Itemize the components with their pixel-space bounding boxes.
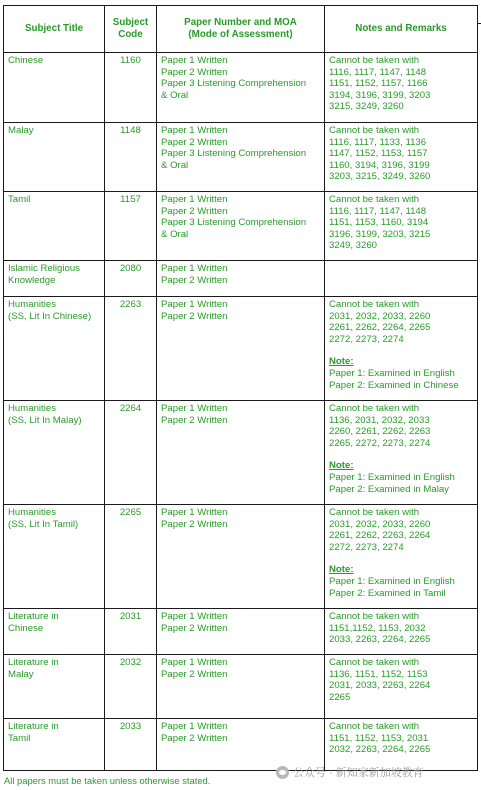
paper-line: Paper 2 Written	[161, 274, 228, 286]
paper-line: Paper 2 Written	[161, 205, 228, 217]
paper-moa-cell	[157, 505, 325, 609]
subject-table	[3, 5, 478, 771]
subject-title-line: Malay	[8, 668, 34, 680]
paper-line: Paper 2 Written	[161, 518, 228, 530]
paper-line: Paper 2 Written	[161, 414, 228, 426]
header-subject-code	[105, 6, 157, 53]
header-code-line: Code	[118, 29, 143, 40]
notes-cell	[325, 53, 478, 123]
notes-line: 2033, 2263, 2264, 2265	[329, 634, 431, 646]
note-heading: Note:	[329, 356, 354, 368]
note-heading: Note:	[329, 460, 354, 472]
notes-line: Cannot be taken with	[329, 55, 420, 66]
notes-cell	[325, 261, 478, 297]
notes-line: 2272, 2273, 2274	[329, 333, 404, 345]
subject-title-cell	[4, 123, 105, 192]
subject-code-cell: 2033	[105, 719, 157, 771]
notes-line: 3196, 3199, 3203, 3215	[329, 228, 431, 240]
notes-line: Cannot be taken with	[329, 657, 420, 668]
notes-line: 1136, 2031, 2032, 2033	[329, 414, 430, 426]
subject-title-line: Literature in	[8, 721, 59, 732]
notes-line: Cannot be taken with	[329, 721, 420, 732]
paper-line: Paper 2 Written	[161, 668, 228, 680]
header-code-line: Subject	[112, 17, 149, 28]
paper-moa-cell	[157, 297, 325, 401]
notes-cell	[325, 609, 478, 655]
paper-line: Paper 3 Listening Comprehension	[161, 148, 307, 160]
notes-line: Cannot be taken with	[329, 125, 420, 136]
notes-line: 1136, 1151, 1152, 1153	[329, 668, 428, 680]
subject-title-cell	[4, 609, 105, 655]
subject-title-line: Malay	[8, 125, 34, 136]
subject-title-cell	[4, 655, 105, 719]
table-row	[4, 192, 478, 261]
paper-line: Paper 1 Written	[161, 657, 228, 668]
note-heading: Note:	[329, 564, 354, 576]
notes-cell	[325, 655, 478, 719]
notes-line: 1147, 1152, 1153, 1157	[329, 148, 428, 160]
paper-line: Paper 2 Written	[161, 136, 228, 148]
notes-line: 2261, 2262, 2263, 2264	[329, 530, 431, 542]
subject-title-cell	[4, 53, 105, 123]
paper-line: Paper 1 Written	[161, 507, 228, 518]
notes-line: 2261, 2262, 2264, 2265	[329, 322, 431, 334]
note-line: Paper 2: Examined in Malay	[329, 483, 449, 495]
notes-line: 1151,1152, 1153, 2032	[329, 622, 426, 634]
notes-line: 3194, 3196, 3199, 3203	[329, 89, 431, 101]
note-line: Paper 2: Examined in Chinese	[329, 379, 459, 391]
notes-line: 1151, 1153, 1160, 3194	[329, 217, 429, 229]
notes-line: Cannot be taken with	[329, 194, 420, 205]
table-row	[4, 609, 478, 655]
notes-line: 2260, 2261, 2262, 2263	[329, 426, 431, 438]
subject-code-cell: 2265	[105, 505, 157, 609]
subject-title-line: Literature in	[8, 611, 59, 622]
table-edge-line	[477, 23, 481, 24]
header-subject-title: Subject Title	[4, 6, 105, 53]
subject-title-cell	[4, 505, 105, 609]
paper-line: Paper 2 Written	[161, 310, 228, 322]
paper-moa-cell	[157, 192, 325, 261]
header-paper-line: Paper Number and MOA	[184, 17, 297, 28]
header-notes-remarks: Notes and Remarks	[325, 6, 478, 53]
notes-line: 1116, 1117, 1147, 1148	[329, 205, 427, 217]
notes-cell	[325, 123, 478, 192]
paper-line: Paper 1 Written	[161, 194, 228, 205]
note-line: Paper 2: Examined in Tamil	[329, 587, 446, 599]
subject-code-cell: 1160	[105, 53, 157, 123]
notes-line: 2265, 2272, 2273, 2274	[329, 437, 431, 449]
subject-title-line: (SS, Lit In Chinese)	[8, 310, 92, 322]
subject-code-cell: 1148	[105, 123, 157, 192]
notes-line: 2031, 2033, 2263, 2264	[329, 680, 431, 692]
notes-cell	[325, 505, 478, 609]
table-row	[4, 53, 478, 123]
subject-title-line: Islamic Religious	[8, 263, 80, 274]
paper-line: Paper 1 Written	[161, 721, 228, 732]
footer-note: All papers must be taken unless otherwise stated.	[4, 775, 211, 786]
paper-line: Paper 2 Written	[161, 66, 228, 78]
subject-title-line: Tamil	[8, 732, 31, 744]
notes-line: 2032, 2263, 2264, 2265	[329, 744, 431, 756]
paper-moa-cell	[157, 123, 325, 192]
table-row	[4, 261, 478, 297]
paper-line: Paper 3 Listening Comprehension	[161, 217, 307, 229]
notes-line: 2031, 2032, 2033, 2260	[329, 310, 431, 322]
paper-moa-cell	[157, 53, 325, 123]
header-paper-line: (Mode of Assessment)	[188, 29, 293, 40]
notes-line: 3203, 3215, 3249, 3260	[329, 171, 431, 183]
subject-code-cell: 2264	[105, 401, 157, 505]
subject-title-line: Humanities	[8, 299, 56, 310]
paper-line: & Oral	[161, 89, 189, 101]
notes-line: Cannot be taken with	[329, 507, 420, 518]
notes-line: 2272, 2273, 2274	[329, 541, 404, 553]
note-line: Paper 1: Examined in English	[329, 367, 455, 379]
notes-cell	[325, 192, 478, 261]
notes-line: Cannot be taken with	[329, 403, 420, 414]
subject-title-line: (SS, Lit In Malay)	[8, 414, 82, 426]
table-row	[4, 297, 478, 401]
notes-cell	[325, 297, 478, 401]
notes-cell	[325, 401, 478, 505]
paper-moa-cell	[157, 261, 325, 297]
subject-title-cell	[4, 401, 105, 505]
paper-moa-cell	[157, 609, 325, 655]
notes-line: 3249, 3260	[329, 240, 378, 252]
notes-line: 1151, 1152, 1157, 1166	[329, 78, 428, 90]
paper-line: Paper 1 Written	[161, 611, 228, 622]
note-line: Paper 1: Examined in English	[329, 471, 455, 483]
subject-title-cell	[4, 719, 105, 771]
notes-line: 1151, 1152, 1153, 2031	[329, 732, 429, 744]
table-row	[4, 719, 478, 771]
subject-code-cell: 1157	[105, 192, 157, 261]
notes-line: Cannot be taken with	[329, 611, 420, 622]
subject-title-line: Chinese	[8, 55, 44, 66]
table-row	[4, 655, 478, 719]
notes-line: 1116, 1117, 1147, 1148	[329, 66, 427, 78]
paper-line: Paper 1 Written	[161, 263, 228, 274]
paper-line: Paper 1 Written	[161, 299, 228, 310]
wechat-icon	[276, 766, 289, 779]
paper-line: Paper 3 Listening Comprehension	[161, 78, 307, 90]
watermark-text: 公众号 · 新知家新加坡教育	[293, 767, 424, 779]
subject-code-cell: 2032	[105, 655, 157, 719]
subject-title-line: (SS, Lit In Tamil)	[8, 518, 79, 530]
paper-line: Paper 1 Written	[161, 55, 228, 66]
notes-line: 2265	[329, 691, 351, 703]
subject-title-line: Literature in	[8, 657, 59, 668]
subject-code-cell: 2263	[105, 297, 157, 401]
notes-line: Cannot be taken with	[329, 299, 420, 310]
note-line: Paper 1: Examined in English	[329, 575, 455, 587]
subject-title-line: Knowledge	[8, 274, 56, 286]
subject-title-line: Humanities	[8, 403, 56, 414]
subject-title-cell	[4, 297, 105, 401]
notes-line: 2031, 2032, 2033, 2260	[329, 518, 431, 530]
notes-line: 3215, 3249, 3260	[329, 101, 404, 113]
subject-code-cell: 2080	[105, 261, 157, 297]
paper-moa-cell	[157, 401, 325, 505]
subject-title-line: Humanities	[8, 507, 56, 518]
paper-line: Paper 2 Written	[161, 732, 228, 744]
paper-moa-cell	[157, 719, 325, 771]
subject-title-line: Tamil	[8, 194, 31, 205]
notes-line: 1160, 3194, 3196, 3199	[329, 159, 430, 171]
header-paper-moa	[157, 6, 325, 53]
paper-line: & Oral	[161, 159, 189, 171]
subject-title-cell	[4, 261, 105, 297]
table-row	[4, 401, 478, 505]
table-row	[4, 505, 478, 609]
paper-line: & Oral	[161, 228, 189, 240]
table-row	[4, 123, 478, 192]
paper-line: Paper 1 Written	[161, 125, 228, 136]
paper-moa-cell	[157, 655, 325, 719]
watermark	[276, 764, 424, 780]
notes-cell	[325, 719, 478, 771]
table-header-row	[4, 6, 478, 53]
paper-line: Paper 1 Written	[161, 403, 228, 414]
subject-title-line: Chinese	[8, 622, 44, 634]
paper-line: Paper 2 Written	[161, 622, 228, 634]
subject-title-cell	[4, 192, 105, 261]
subject-code-cell: 2031	[105, 609, 157, 655]
notes-line: 1116, 1117, 1133, 1136	[329, 136, 427, 148]
